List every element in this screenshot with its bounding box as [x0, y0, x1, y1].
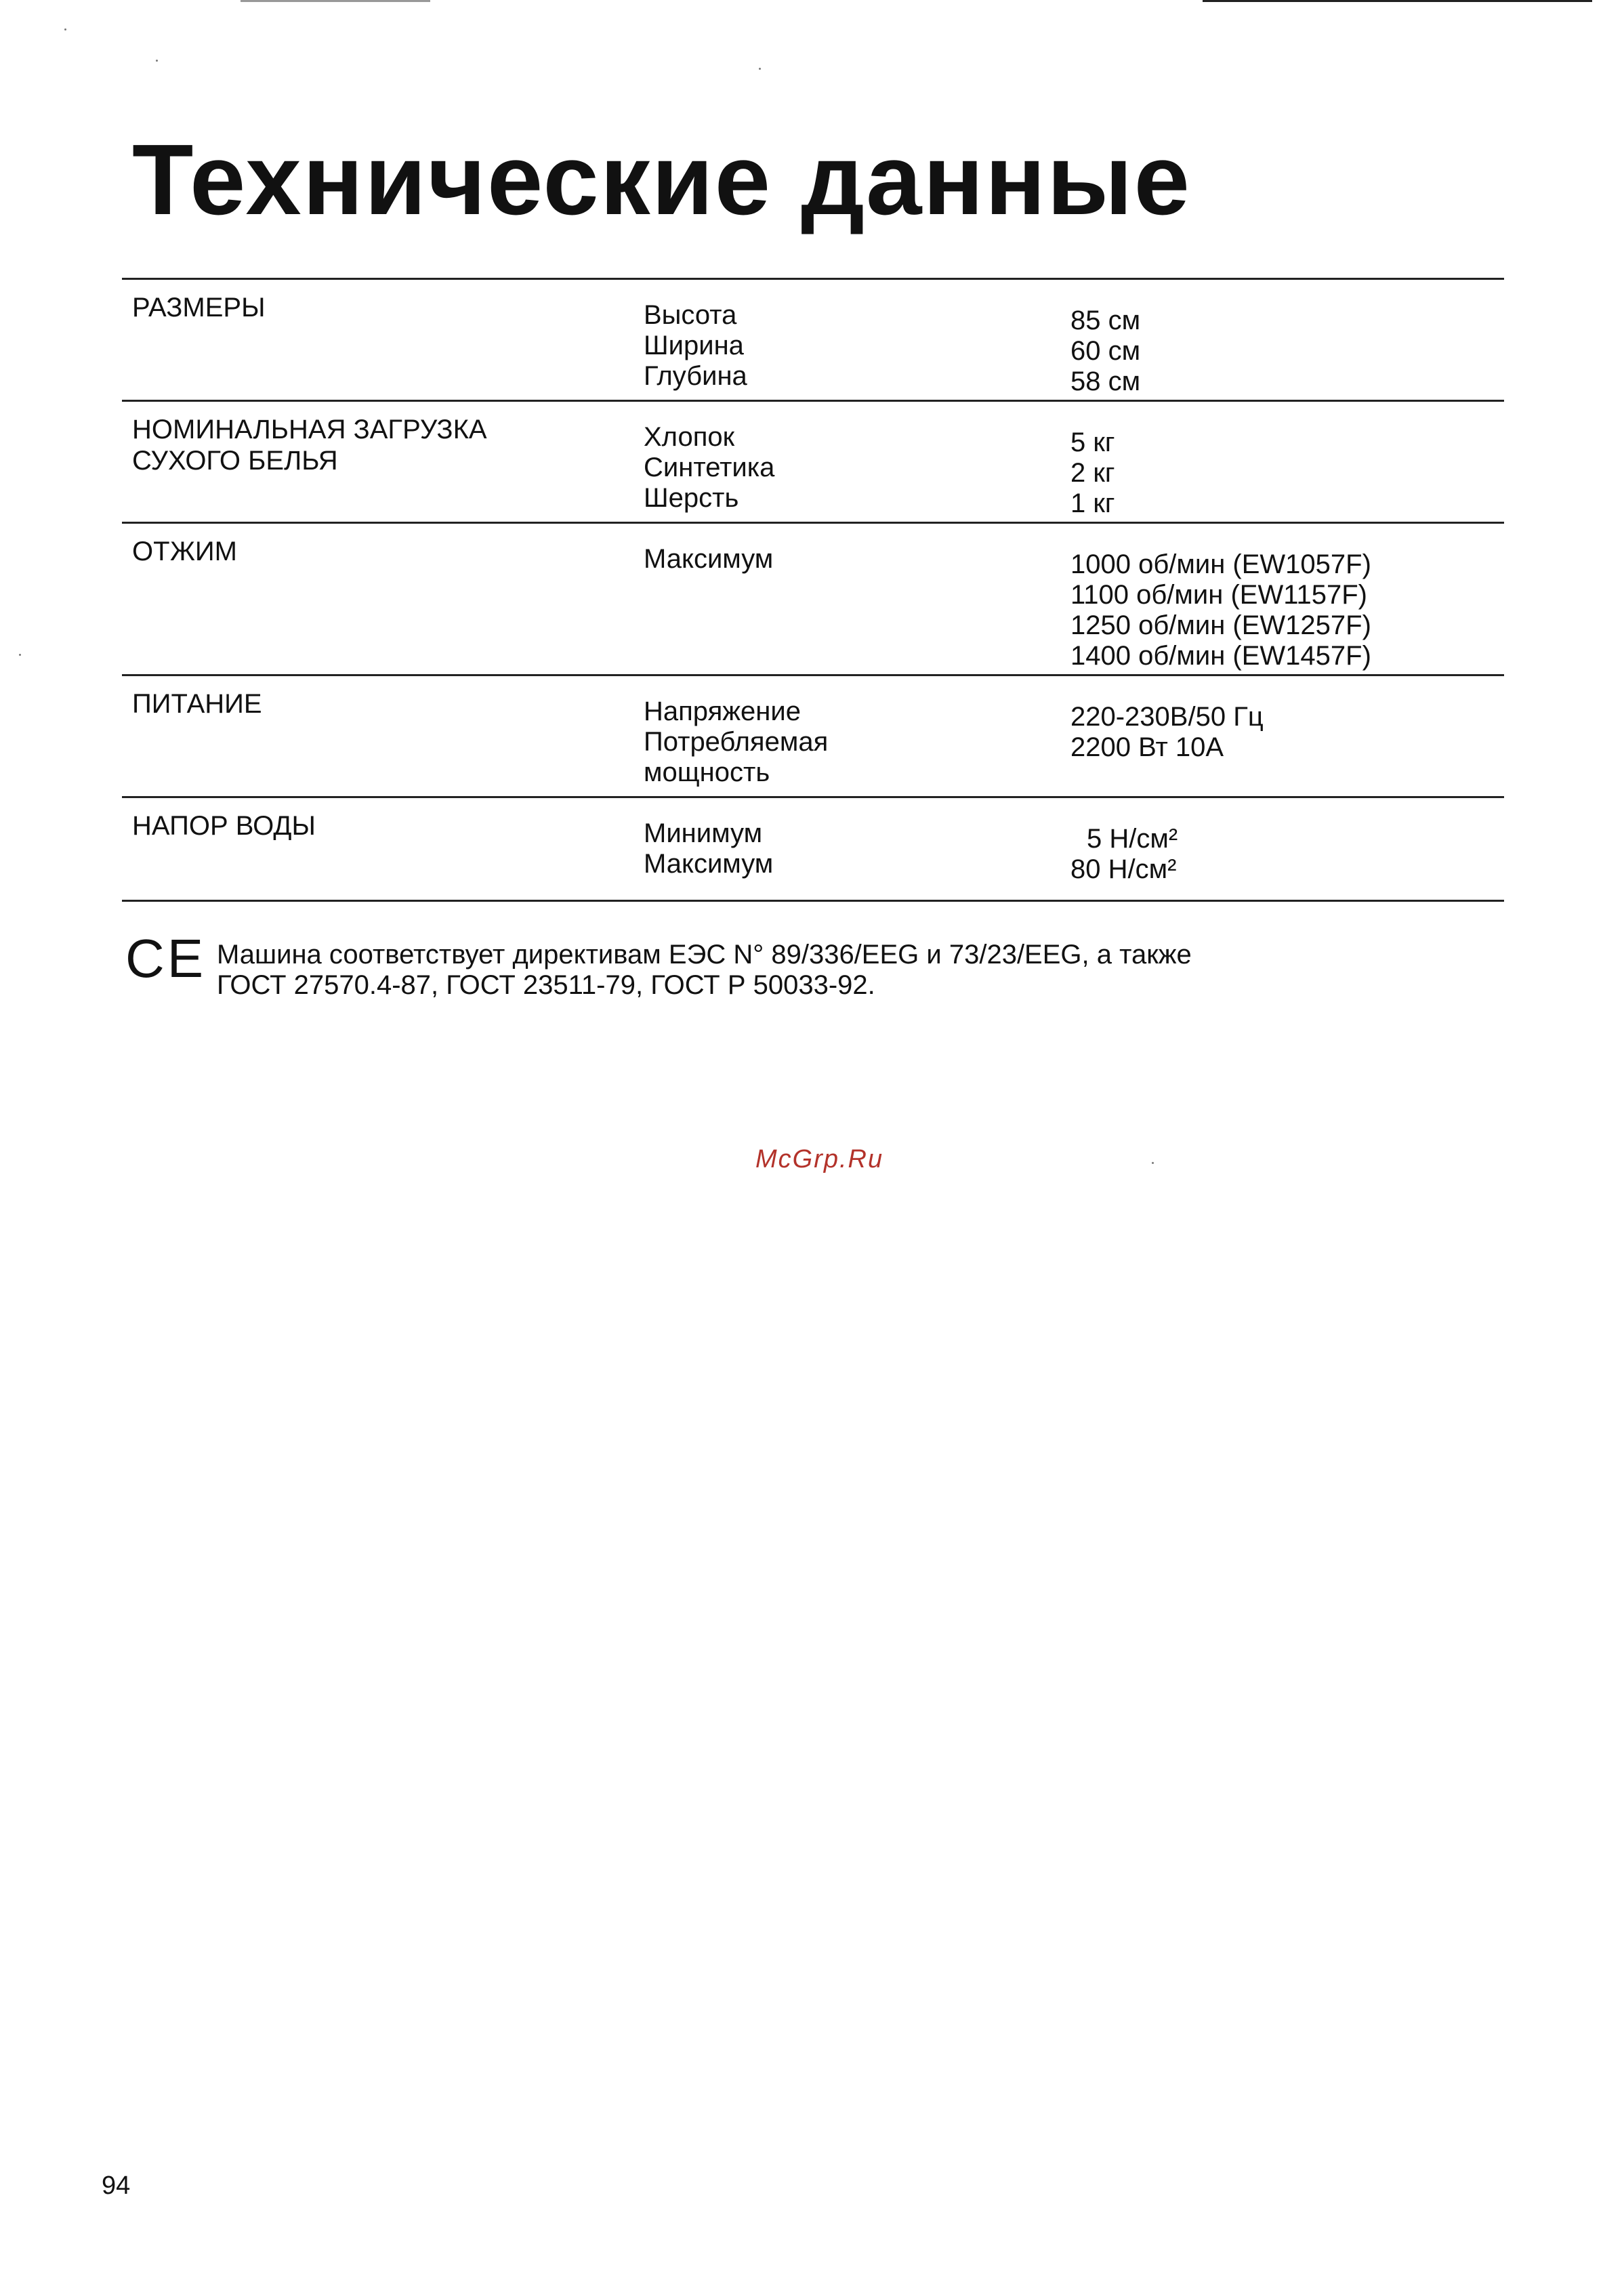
value-list: 5 Н/см² 80 Н/см²	[1070, 824, 1178, 884]
value-list: 5 кг 2 кг 1 кг	[1070, 428, 1115, 518]
scan-speck	[1152, 1162, 1154, 1164]
page-number: 94	[102, 2171, 131, 2200]
section-label: ПИТАНИЕ	[132, 689, 262, 719]
value-list: 1000 об/мин (EW1057F) 1100 об/мин (EW1157F) 1250 об/мин (EW1257F) 1400 об/мин (EW1457F)	[1070, 549, 1371, 671]
scan-speck	[19, 654, 21, 656]
scan-speck	[759, 68, 761, 70]
section-label: НАПОР ВОДЫ	[132, 811, 316, 841]
spec-row-dimensions	[122, 280, 1504, 400]
scan-speck	[64, 28, 66, 30]
page-title: Технические данные	[132, 124, 1191, 236]
compliance-text: Машина соответствует директивам ЕЭС N° 89/336/EEG и 73/23/EEG, а также ГОСТ 27570.4-87, ГОСТ 23511-79, ГОСТ Р 50033-92.	[217, 940, 1192, 1000]
table-divider	[122, 900, 1504, 902]
param-list: Напряжение Потребляемая мощность	[644, 696, 829, 787]
spec-table	[122, 278, 1504, 902]
watermark: McGrp.Ru	[755, 1145, 884, 1173]
param-list: Минимум Максимум	[644, 818, 774, 879]
spec-row-power	[122, 676, 1504, 796]
section-label: РАЗМЕРЫ	[132, 293, 266, 322]
top-edge-mark	[241, 0, 430, 2]
param-list: Хлопок Синтетика Шерсть	[644, 422, 775, 513]
param-list: Максимум	[644, 544, 774, 574]
top-edge-rule	[1203, 0, 1592, 2]
spec-row-water-pressure	[122, 798, 1504, 900]
spec-row-spin	[122, 524, 1504, 674]
value-list: 85 см 60 см 58 см	[1070, 306, 1141, 396]
value-list: 220-230В/50 Гц 2200 Вт 10А	[1070, 702, 1264, 762]
section-label: НОМИНАЛЬНАЯ ЗАГРУЗКА СУХОГО БЕЛЬЯ	[132, 415, 487, 476]
param-list: Высота Ширина Глубина	[644, 300, 747, 391]
scan-speck	[156, 60, 158, 62]
ce-mark-icon: CE	[125, 928, 207, 988]
compliance-note	[122, 928, 1341, 1013]
spec-row-load	[122, 402, 1504, 522]
section-label: ОТЖИМ	[132, 537, 237, 566]
